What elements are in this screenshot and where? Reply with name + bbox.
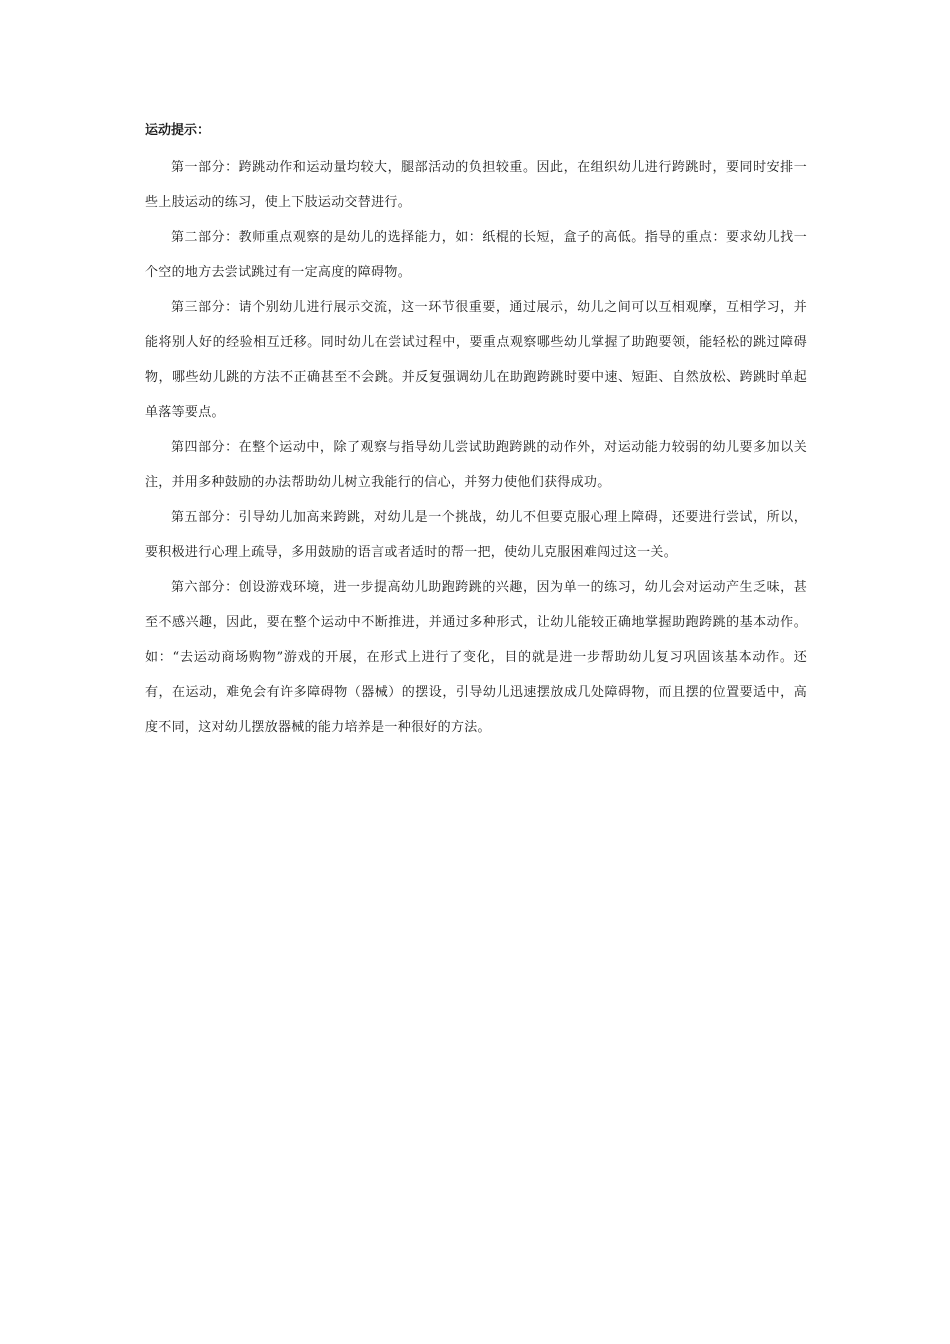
section-heading: 运动提示： xyxy=(145,123,211,138)
paragraph-part-3: 第三部分：请个别幼儿进行展示交流，这一环节很重要，通过展示，幼儿之间可以互相观摩，互相学习，并能将别人好的经验相互迁移。同时幼儿在尝试过程中，要重点观察哪些幼儿掌握了助跑要领，能轻松的跳过障碍物，哪些幼儿跳的方法不正确甚至不会跳。并反复强调幼儿在助跑跨跳时要中速、短距、自然放松、跨跳时单起单落等要点。 xyxy=(145,300,807,420)
paragraph-part-4: 第四部分：在整个运动中，除了观察与指导幼儿尝试助跑跨跳的动作外，对运动能力较弱的幼儿要多加以关注，并用多种鼓励的办法帮助幼儿树立我能行的信心，并努力使他们获得成功。 xyxy=(145,440,807,490)
document-body xyxy=(145,118,807,745)
paragraph-part-6: 第六部分：创设游戏环境，进一步提高幼儿助跑跨跳的兴趣，因为单一的练习，幼儿会对运动产生乏味，甚至不感兴趣，因此，要在整个运动中不断推进，并通过多种形式，让幼儿能较正确地掌握助跑跨跳的基本动作。如：“去运动商场购物”游戏的开展，在形式上进行了变化，目的就是进一步帮助幼儿复习巩固该基本动作。还有，在运动，难免会有许多障碍物（器械）的摆设，引导幼儿迅速摆放成几处障碍物，而且摆的位置要适中，高度不同，这对幼儿摆放器械的能力培养是一种很好的方法。 xyxy=(145,580,807,735)
paragraph-part-1: 第一部分：跨跳动作和运动量均较大，腿部活动的负担较重。因此，在组织幼儿进行跨跳时，要同时安排一些上肢运动的练习，使上下肢运动交替进行。 xyxy=(145,160,807,210)
paragraph-part-2: 第二部分：教师重点观察的是幼儿的选择能力，如：纸棍的长短，盒子的高低。指导的重点：要求幼儿找一个空的地方去尝试跳过有一定高度的障碍物。 xyxy=(145,230,807,280)
paragraph-part-5: 第五部分：引导幼儿加高来跨跳，对幼儿是一个挑战，幼儿不但要克服心理上障碍，还要进行尝试，所以，要积极进行心理上疏导，多用鼓励的语言或者适时的帮一把，使幼儿克服困难闯过这一关。 xyxy=(145,510,807,560)
